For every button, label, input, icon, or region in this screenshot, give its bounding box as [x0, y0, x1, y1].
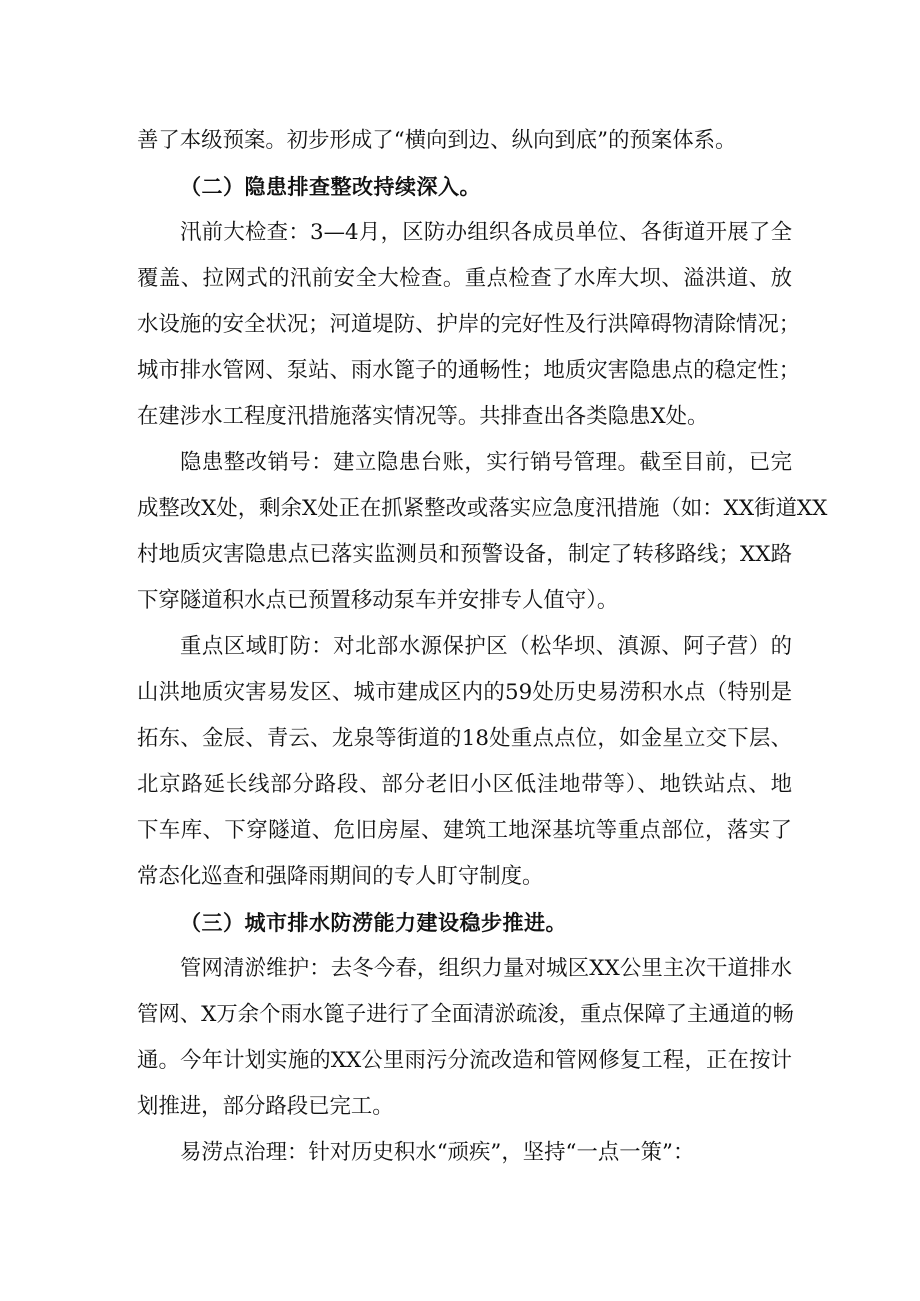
- paragraph-line: 下车库、下穿隧道、危旧房屋、建筑工地深基坑等重点部位，落实了: [137, 818, 792, 843]
- paragraph-line: 山洪地质灾害易发区、城市建成区内的59处历史易涝积水点（特别是: [137, 680, 792, 705]
- paragraph-line: 拓东、金辰、青云、龙泉等街道的18处重点点位，如金星立交下层、: [137, 726, 792, 751]
- paragraph-line: 城市排水管网、泵站、雨水篦子的通畅性；地质灾害隐患点的稳定性；: [137, 358, 801, 383]
- paragraph-line: 覆盖、拉网式的汛前安全大检查。重点检查了水库大坝、溢洪道、放: [137, 266, 792, 291]
- paragraph-line: 下穿隧道积水点已预置移动泵车并安排专人值守）。: [137, 588, 619, 613]
- heading-text: （二）隐患排查整改持续深入。: [180, 175, 481, 199]
- paragraph: [137, 624, 792, 900]
- paragraph-line: 水设施的安全状况；河道堤防、护岸的完好性及行洪障碍物清除情况；: [137, 312, 801, 337]
- paragraph-line: 在建涉水工程度汛措施落实情况等。共排查出各类隐患X处。: [137, 404, 709, 429]
- paragraph-line: 隐患整改销号：建立隐患台账，实行销号管理。截至目前，已完: [180, 450, 792, 475]
- paragraph-line: 重点区域盯防：对北部水源保护区（松华坝、滇源、阿子营）的: [180, 634, 792, 659]
- paragraph: [137, 440, 828, 624]
- paragraph-line: 管网清淤维护：去冬今春，组织力量对城区XX公里主次干道排水: [180, 956, 792, 981]
- paragraph-line: 成整改X处，剩余X处正在抓紧整改或落实应急度汛措施（如：XX街道XX: [137, 496, 828, 521]
- paragraph-line: 管网、X万余个雨水篦子进行了全面清淤疏浚，重点保障了主通道的畅: [137, 1002, 794, 1027]
- document-body: [137, 118, 828, 1176]
- heading-text: （三）城市排水防涝能力建设稳步推进。: [180, 911, 567, 935]
- paragraph-line: 善了本级预案。初步形成了“横向到边、纵向到底”的预案体系。: [137, 128, 737, 153]
- paragraph-line: 通。今年计划实施的XX公里雨污分流改造和管网修复工程，正在按计: [137, 1048, 792, 1073]
- section-heading: [137, 164, 792, 210]
- paragraph-line: 划推进，部分路段已完工。: [137, 1094, 394, 1119]
- paragraph-line: 村地质灾害隐患点已落实监测员和预警设备，制定了转移路线；XX路: [137, 542, 792, 567]
- section-heading: [137, 900, 792, 946]
- paragraph-line: 常态化巡查和强降雨期间的专人盯守制度。: [137, 864, 544, 889]
- paragraph: [137, 210, 801, 440]
- paragraph-line: 北京路延长线部分路段、部分老旧小区低洼地带等）、地铁站点、地: [137, 772, 792, 797]
- paragraph: [137, 946, 792, 1130]
- paragraph-line: 易涝点治理：针对历史积水“顽疾”，坚持“一点一策”：: [180, 1140, 695, 1165]
- paragraph-line: 汛前大检查：3—4月，区防办组织各成员单位、各街道开展了全: [180, 220, 792, 245]
- paragraph: [137, 118, 792, 164]
- paragraph: [137, 1130, 792, 1176]
